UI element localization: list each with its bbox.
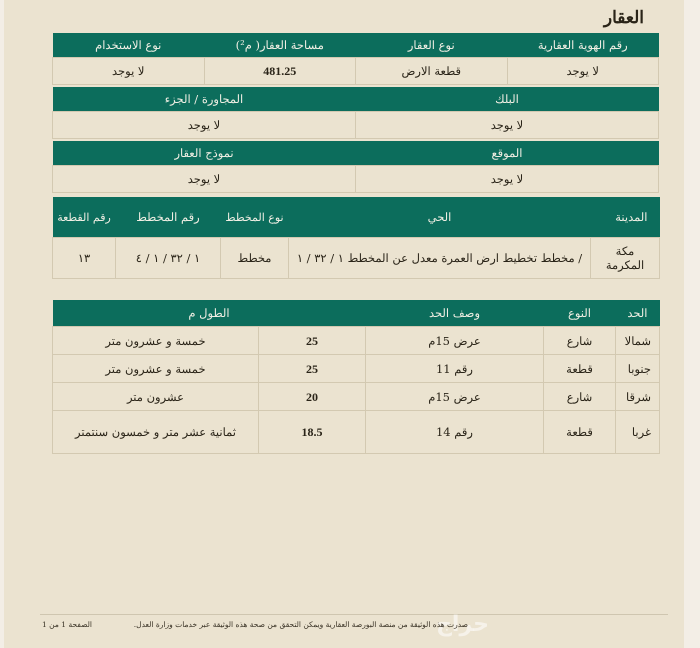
value-city: مكة المكرمة [591,238,660,279]
table-row [53,411,660,454]
header-plan-type: نوع المخطط [221,197,289,238]
value-property-type: قطعة الارض [356,58,508,85]
boundary-length: 25 [259,355,366,383]
value-property-id: لا يوجد [507,58,659,85]
boundary-length: 25 [259,327,366,355]
value-district: / مخطط تخطيط ارض العمرة معدل عن المخطط ١ / ٣٢ / ١ [289,238,591,279]
boundary-side: شرقا [616,383,660,411]
value-plan-number: ١ / ٣٢ / ١ / ٤ [116,238,221,279]
header-plot-number: رقم القطعة [53,197,116,238]
block-table [52,87,659,139]
location-table [52,141,659,193]
table-header-row [53,141,659,166]
value-property-area: 481.25 [204,58,356,85]
header-type: النوع [544,300,616,327]
boundary-length-text: ثمانية عشر متر و خمسون سنتمتر [53,411,259,454]
boundary-description: عرض 15م [366,383,544,411]
table-row [53,166,659,193]
boundary-length: 20 [259,383,366,411]
table-row [53,383,660,411]
table-header-row [53,300,660,327]
header-city: المدينة [591,197,660,238]
boundary-type: شارع [544,383,616,411]
boundary-type: شارع [544,327,616,355]
section-title: العقار [603,8,644,28]
boundaries-table [52,300,660,454]
header-boundary: الحد [616,300,660,327]
header-block: البلك [356,87,659,112]
value-plot-number: ١٣ [53,238,116,279]
header-boundary-description: وصف الحد [366,300,544,327]
header-length: الطول م [53,300,366,327]
footer-divider [40,614,668,615]
table-row [53,355,660,383]
table-row [53,327,660,355]
header-neighborhood-part: المجاورة / الجزء [53,87,356,112]
table-row [53,112,659,139]
header-property-area: مساحة العقار( م²) [204,33,356,58]
footer-note: صدرت هذه الوثيقة من منصة البورصة العقارية ويمكن التحقق من صحة هذه الوثيقة عبر خدمات وزارة العدل. [133,620,468,629]
header-property-type: نوع العقار [356,33,508,58]
value-location: لا يوجد [356,166,659,193]
boundary-type: قطعة [544,355,616,383]
property-info-table [52,33,659,85]
boundary-length-text: عشرون متر [53,383,259,411]
boundary-side: جنوبا [616,355,660,383]
boundary-side: غربا [616,411,660,454]
header-property-id: رقم الهوية العقارية [507,33,659,58]
document-page [4,0,684,648]
header-property-model: نموذج العقار [53,141,356,166]
boundary-length-text: خمسة و عشرون متر [53,327,259,355]
value-property-model: لا يوجد [53,166,356,193]
boundary-length-text: خمسة و عشرون متر [53,355,259,383]
boundary-description: رقم 14 [366,411,544,454]
header-district: الحي [289,197,591,238]
table-header-row [53,33,659,58]
header-usage-type: نوع الاستخدام [53,33,205,58]
table-row [53,58,659,85]
boundary-side: شمالا [616,327,660,355]
value-block: لا يوجد [356,112,659,139]
header-plan-number: رقم المخطط [116,197,221,238]
table-row [53,238,660,279]
value-usage-type: لا يوجد [53,58,205,85]
watermark-logo: حراج [436,612,489,637]
page-number: الصفحة 1 من 1 [42,620,92,629]
header-location: الموقع [356,141,659,166]
table-header-row [53,87,659,112]
boundary-description: رقم 11 [366,355,544,383]
boundary-type: قطعة [544,411,616,454]
value-neighborhood-part: لا يوجد [53,112,356,139]
plan-table [52,197,660,279]
boundary-length: 18.5 [259,411,366,454]
boundary-description: عرض 15م [366,327,544,355]
table-header-row [53,197,660,238]
value-plan-type: مخطط [221,238,289,279]
